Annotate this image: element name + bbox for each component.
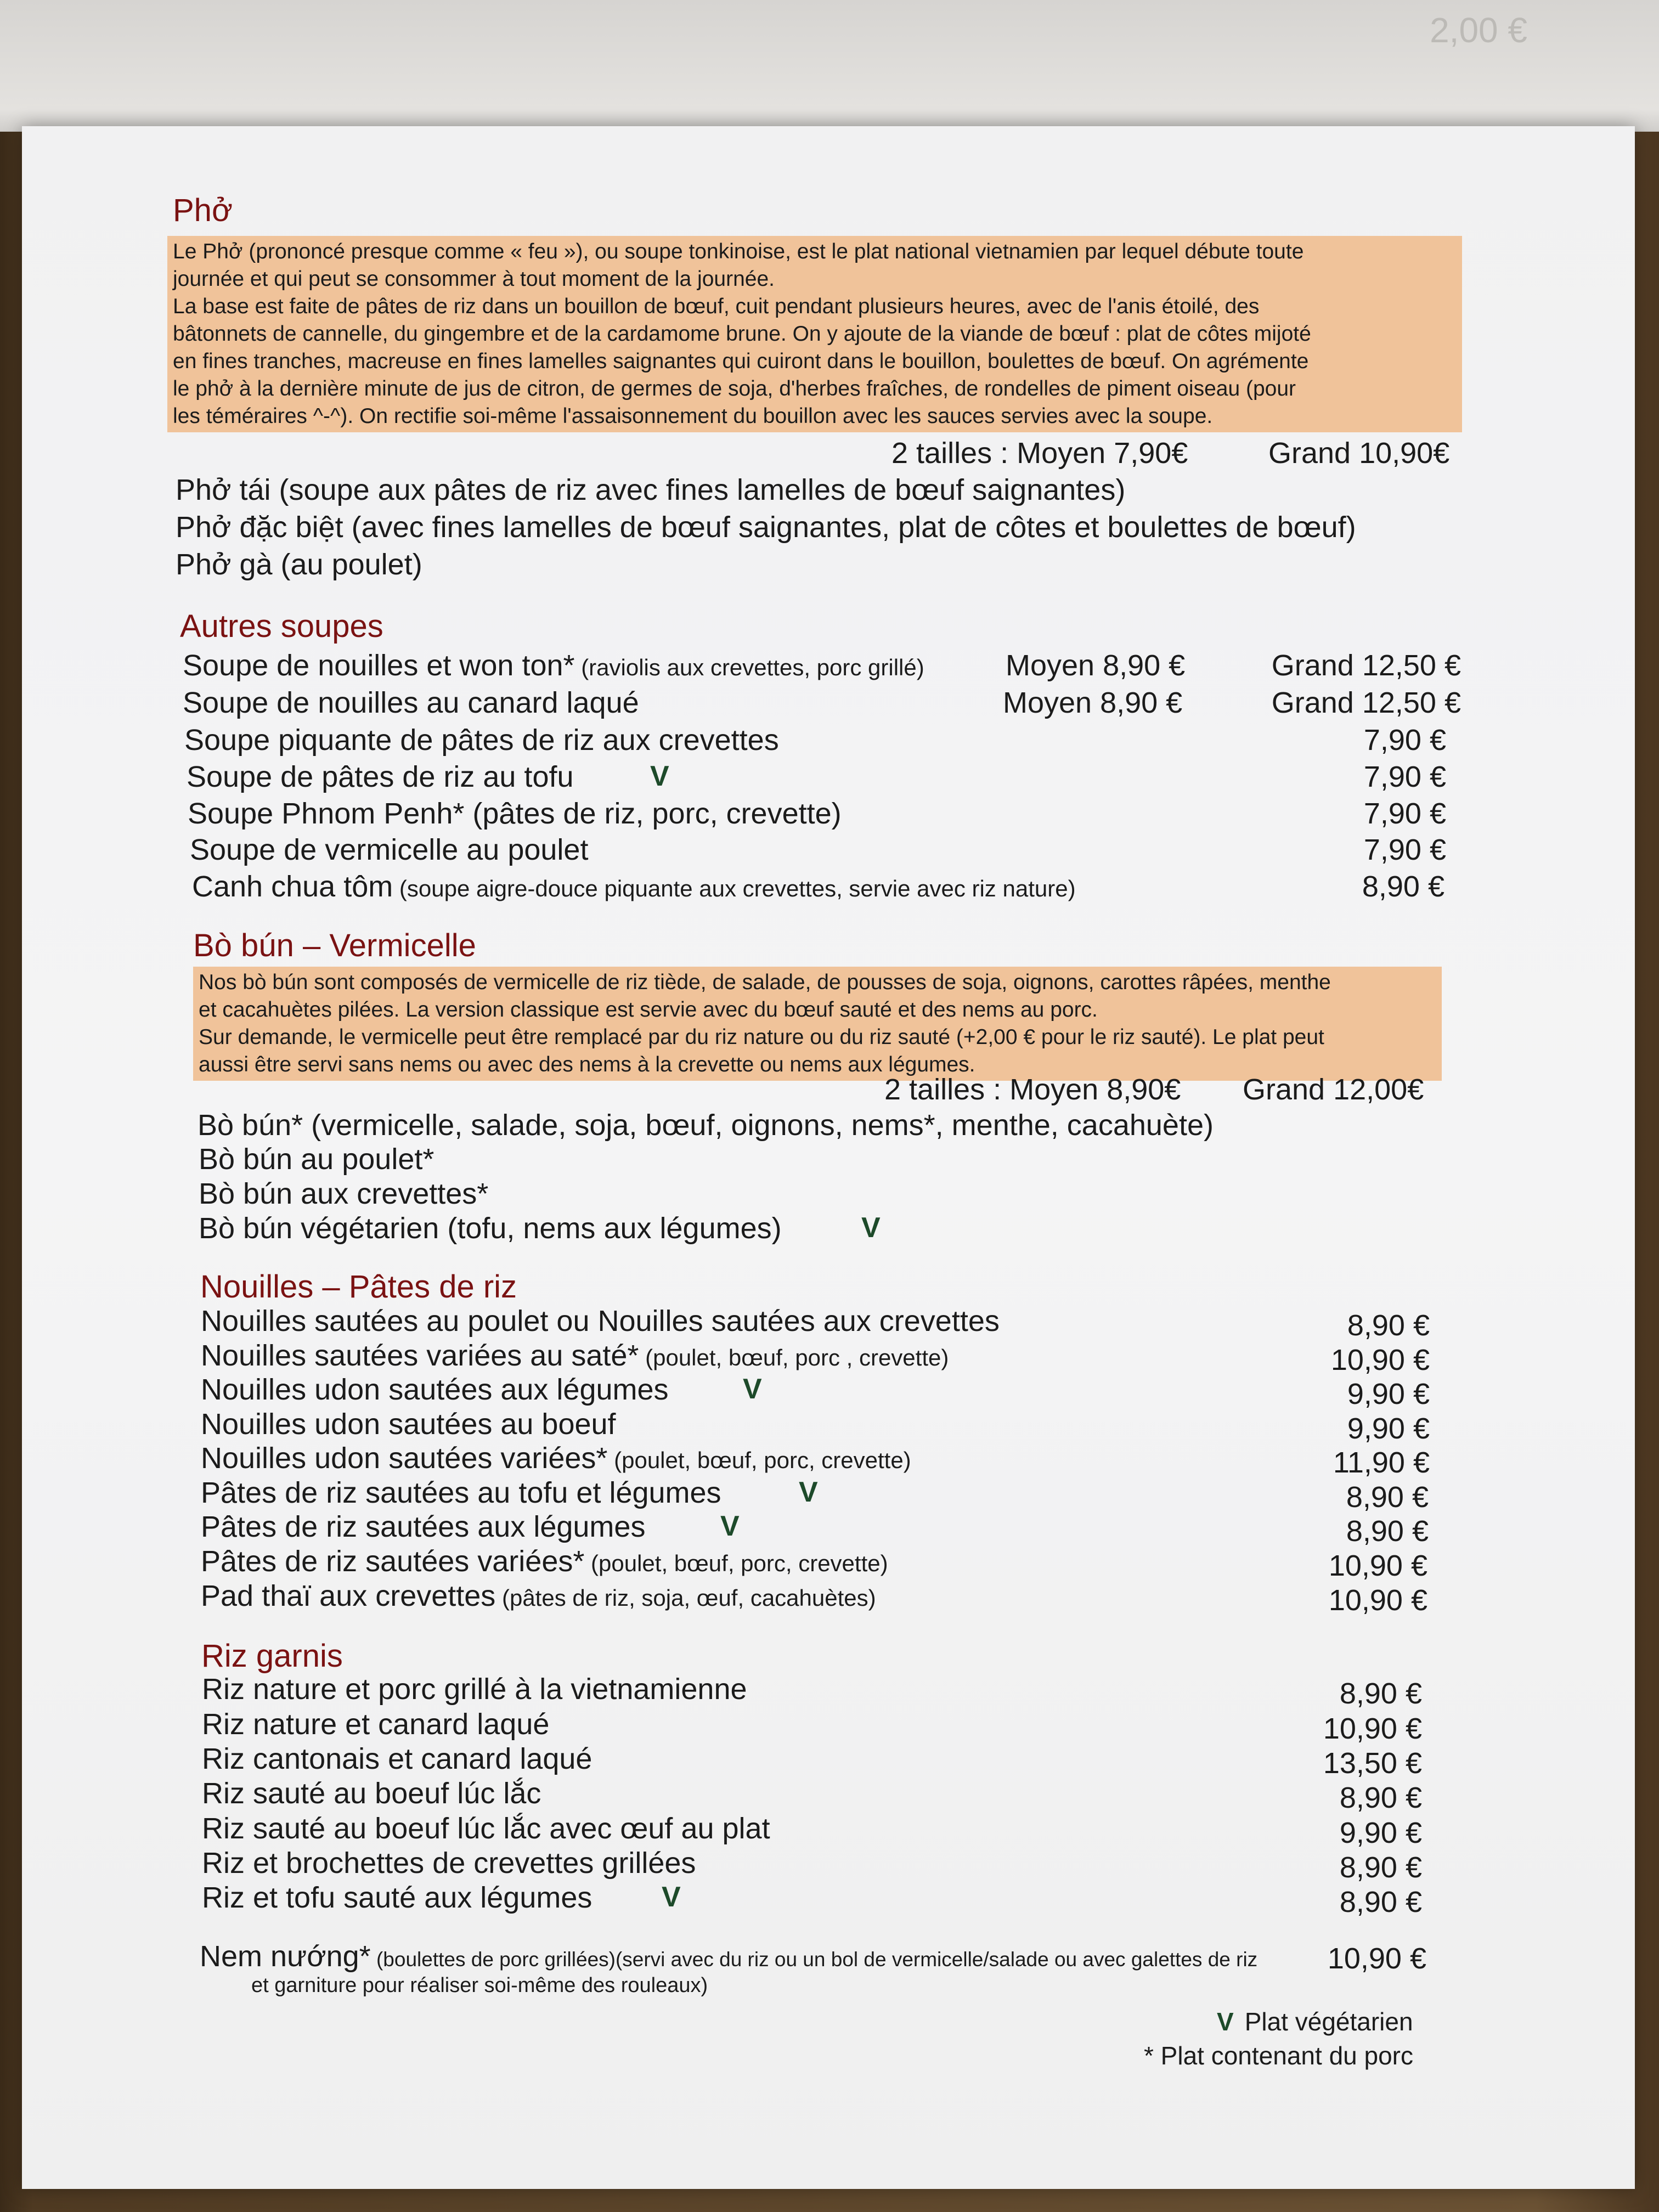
menu-item-row [201, 1441, 1430, 1477]
pho-desc-line: La base est faite de pâtes de riz dans un bouillon de bœuf, cuit pendant plusieurs heures, avec de l'anis étoilé, des [173, 295, 1260, 318]
menu-item-name: Nouilles sautées variées au saté* (poulet, bœuf, porc , crevette) [201, 1339, 949, 1372]
menu-item-name: Soupe de pâtes de riz au tofu [187, 760, 574, 793]
menu-item-price: 10,90 € [1328, 1549, 1427, 1582]
riz-section-title: Riz garnis [201, 1638, 343, 1674]
menu-item-price: 8,90 € [1339, 1781, 1422, 1814]
menu-item-row [202, 1707, 1422, 1743]
menu-item-name: Riz cantonais et canard laqué [202, 1742, 592, 1775]
menu-item-name: Pâtes de riz sautées variées* (poulet, bœuf, porc, crevette) [201, 1545, 888, 1578]
menu-item-price: 8,90 € [1339, 1677, 1422, 1710]
menu-item-price: 8,90 € [1347, 1309, 1430, 1342]
bo-bun-description [193, 967, 1442, 1081]
menu-item-name: Nouilles sautées au poulet ou Nouilles sautées aux crevettes [201, 1305, 1000, 1338]
menu-item-price: 10,90 € [1328, 1584, 1427, 1617]
menu-item-name: Nouilles udon sautées aux légumes [201, 1373, 669, 1406]
menu-item-price: 7,90 € [1363, 797, 1446, 830]
menu-item-name: Soupe Phnom Penh* (pâtes de riz, porc, crevette) [188, 797, 842, 830]
menu-item-price-medium: Moyen 8,90 € [1003, 686, 1183, 719]
bo-bun-desc-line: aussi être servi sans nems ou avec des nems à la crevette ou nems aux légumes. [199, 1053, 975, 1076]
menu-item-row [201, 1579, 1427, 1615]
menu-item-price: 10,90 € [1327, 1942, 1426, 1975]
legend-vegetarian [1217, 2007, 1413, 2036]
menu-item-price: 7,90 € [1363, 724, 1446, 757]
menu-item-name: Phở tái (soupe aux pâtes de riz avec fines lamelles de bœuf saignantes) [176, 473, 1126, 506]
menu-item-row [201, 1510, 1429, 1546]
menu-item-row [202, 1846, 1422, 1882]
menu-item-price: 9,90 € [1339, 1816, 1422, 1849]
pho-size-large: Grand 10,90€ [1268, 437, 1450, 470]
menu-item-price: 8,90 € [1339, 1886, 1422, 1918]
menu-item-price-large: Grand 12,50 € [1271, 686, 1461, 719]
sizes-label: 2 tailles : [891, 437, 1009, 470]
menu-item-name: Soupe de nouilles et won ton* (raviolis aux crevettes, porc grillé) [183, 649, 924, 682]
menu-item-name: Phở gà (au poulet) [176, 548, 422, 581]
nouilles-section-title: Nouilles – Pâtes de riz [200, 1269, 517, 1305]
menu-item-row [202, 1742, 1422, 1778]
bo-bun-sizes [884, 1073, 1181, 1107]
menu-item-price: 8,90 € [1346, 1515, 1429, 1548]
menu-item-name: Riz et tofu sauté aux légumes [202, 1881, 592, 1914]
menu-item-row [201, 1373, 1430, 1409]
bo-bun-desc-line: Nos bò bún sont composés de vermicelle de riz tiède, de salade, de pousses de soja, oignons, carottes râpées, menthe [199, 970, 1331, 994]
menu-item-name: Bò bún végétarien (tofu, nems aux légumes) [199, 1212, 782, 1245]
menu-item-row [200, 1939, 1426, 1976]
vegetarian-icon: V [1217, 2007, 1234, 2036]
menu-item-row [202, 1672, 1422, 1708]
legend-label: Plat végétarien [1244, 2007, 1413, 2036]
sizes-label: 2 tailles : [884, 1073, 1002, 1106]
menu-item-name: Riz nature et canard laqué [202, 1708, 550, 1741]
menu-item-row [199, 1211, 967, 1248]
pho-desc-line: en fines tranches, macreuse en fines lamelles saignantes qui cuiront dans le bouillon, boulettes de bœuf. On agrémente [173, 349, 1309, 373]
menu-item-name: Bò bún aux crevettes* [199, 1177, 489, 1210]
bo-bun-desc-line: Sur demande, le vermicelle peut être remplacé par du riz nature ou du riz sauté (+2,00 € pour le riz sauté). Le plat peut [199, 1025, 1324, 1049]
menu-item-price-medium: Moyen 8,90 € [1006, 649, 1186, 682]
menu-item-row [184, 723, 1446, 759]
menu-item-row [201, 1407, 1430, 1443]
menu-item-price-large: Grand 12,50 € [1271, 649, 1461, 682]
bo-bun-desc-line: et cacahuètes pilées. La version classique est servie avec du bœuf sauté et des nems au porc. [199, 998, 1098, 1022]
menu-item-name: Nouilles udon sautées variées* (poulet, bœuf, porc, crevette) [201, 1442, 911, 1475]
menu-item-row [183, 686, 1461, 722]
menu-item-price: 10,90 € [1330, 1344, 1430, 1376]
legend-pork: * Plat contenant du porc [1144, 2041, 1413, 2070]
menu-item-row [188, 797, 1446, 833]
menu-item-name: Pâtes de riz sautées aux légumes [201, 1510, 646, 1543]
menu-item-name: Riz et brochettes de crevettes grillées [202, 1847, 696, 1880]
menu-item-name: Soupe piquante de pâtes de riz aux crevettes [184, 724, 779, 757]
vegetarian-icon: V [861, 1212, 881, 1244]
menu-item-row [183, 648, 1461, 685]
menu-item-name: Bò bún au poulet* [199, 1143, 435, 1176]
menu-item-note: et garniture pour réaliser soi-même des rouleaux) [251, 1974, 708, 1997]
menu-item-price: 8,90 € [1346, 1481, 1429, 1514]
menu-item-row [202, 1776, 1422, 1813]
menu-item-price: 7,90 € [1363, 833, 1446, 866]
pho-section-title: Phở [173, 193, 233, 228]
size-medium-price: Moyen 7,90€ [1017, 437, 1188, 470]
menu-item-name: Pâtes de riz sautées au tofu et légumes [201, 1476, 721, 1509]
menu-item-row [187, 760, 1446, 796]
pho-desc-line: les téméraires ^-^). On rectifie soi-même l'assaisonnement du bouillon avec les sauces servies avec la soupe. [173, 404, 1213, 428]
menu-item-name: Riz sauté au boeuf lúc lắc avec œuf au plat [202, 1812, 770, 1845]
menu-item-price: 8,90 € [1362, 870, 1444, 903]
pho-desc-line: le phở à la dernière minute de jus de citron, de germes de soja, d'herbes fraîches, de rondelles de piment oiseau (pour [173, 377, 1296, 400]
bo-bun-size-large: Grand 12,00€ [1243, 1073, 1424, 1106]
menu-item-price: 10,90 € [1323, 1712, 1422, 1745]
menu-item-row [202, 1812, 1422, 1848]
menu-item-row [201, 1304, 1430, 1340]
vegetarian-icon: V [743, 1373, 762, 1405]
bo-bun-section-title: Bò bún – Vermicelle [193, 928, 476, 963]
vegetarian-icon: V [650, 760, 669, 792]
menu-item-name: Riz nature et porc grillé à la vietnamienne [202, 1673, 747, 1706]
menu-item-price: 7,90 € [1363, 760, 1446, 793]
menu-item-name: Riz sauté au boeuf lúc lắc [202, 1777, 541, 1810]
menu-item-name: Bò bún* (vermicelle, salade, soja, bœuf, oignons, nems*, menthe, cacahuète) [198, 1109, 1214, 1142]
menu-item-row [201, 1544, 1427, 1581]
menu-item-price: 13,50 € [1323, 1747, 1422, 1780]
pho-description [167, 236, 1462, 432]
menu-item-price: 11,90 € [1333, 1446, 1430, 1479]
menu-item-name: Canh chua tôm (soupe aigre-douce piquante aux crevettes, servie avec riz nature) [192, 870, 1076, 903]
menu-item-row [201, 1476, 1429, 1512]
menu-item-name: Phở đặc biệt (avec fines lamelles de bœuf saignantes, plat de côtes et boulettes de bœuf) [176, 511, 1356, 544]
menu-item-name: Soupe de nouilles au canard laqué [183, 686, 639, 719]
pho-desc-line: bâtonnets de cannelle, du gingembre et de la cardamome brune. On y ajoute de la viande de bœuf : plat de côtes mijoté [173, 322, 1311, 346]
menu-item-row [190, 833, 1446, 869]
menu-item-price: 8,90 € [1339, 1851, 1422, 1884]
pho-sizes [891, 436, 1188, 470]
menu-item-name: Nem nướng* (boulettes de porc grillées)(servi avec du riz ou un bol de vermicelle/salade ou avec galettes de riz [200, 1940, 1258, 1973]
menu-item-row [201, 1339, 1430, 1375]
vegetarian-icon: V [799, 1476, 818, 1508]
menu-item-name: Soupe de vermicelle au poulet [190, 833, 589, 866]
menu-item-name: Nouilles udon sautées au boeuf [201, 1408, 616, 1441]
vegetarian-icon: V [720, 1510, 740, 1542]
pho-desc-line: journée et qui peut se consommer à tout moment de la journée. [173, 267, 775, 291]
menu-item-price: 9,90 € [1347, 1412, 1430, 1445]
menu-item-row [202, 1881, 1422, 1917]
previous-page-edge [0, 0, 1659, 132]
menu-item-name: Pad thaï aux crevettes (pâtes de riz, soja, œuf, cacahuètes) [201, 1579, 876, 1612]
size-medium-price: Moyen 8,90€ [1009, 1073, 1181, 1106]
menu-item-price: 9,90 € [1347, 1378, 1430, 1410]
pho-desc-line: Le Phở (prononcé presque comme « feu »), ou soupe tonkinoise, est le plat national vietnamien par lequel débute toute [173, 240, 1304, 263]
menu-item-row [192, 870, 1444, 906]
faded-price: 2,00 € [1430, 10, 1527, 50]
autres-soupes-section-title: Autres soupes [180, 608, 383, 644]
vegetarian-icon: V [662, 1881, 681, 1913]
